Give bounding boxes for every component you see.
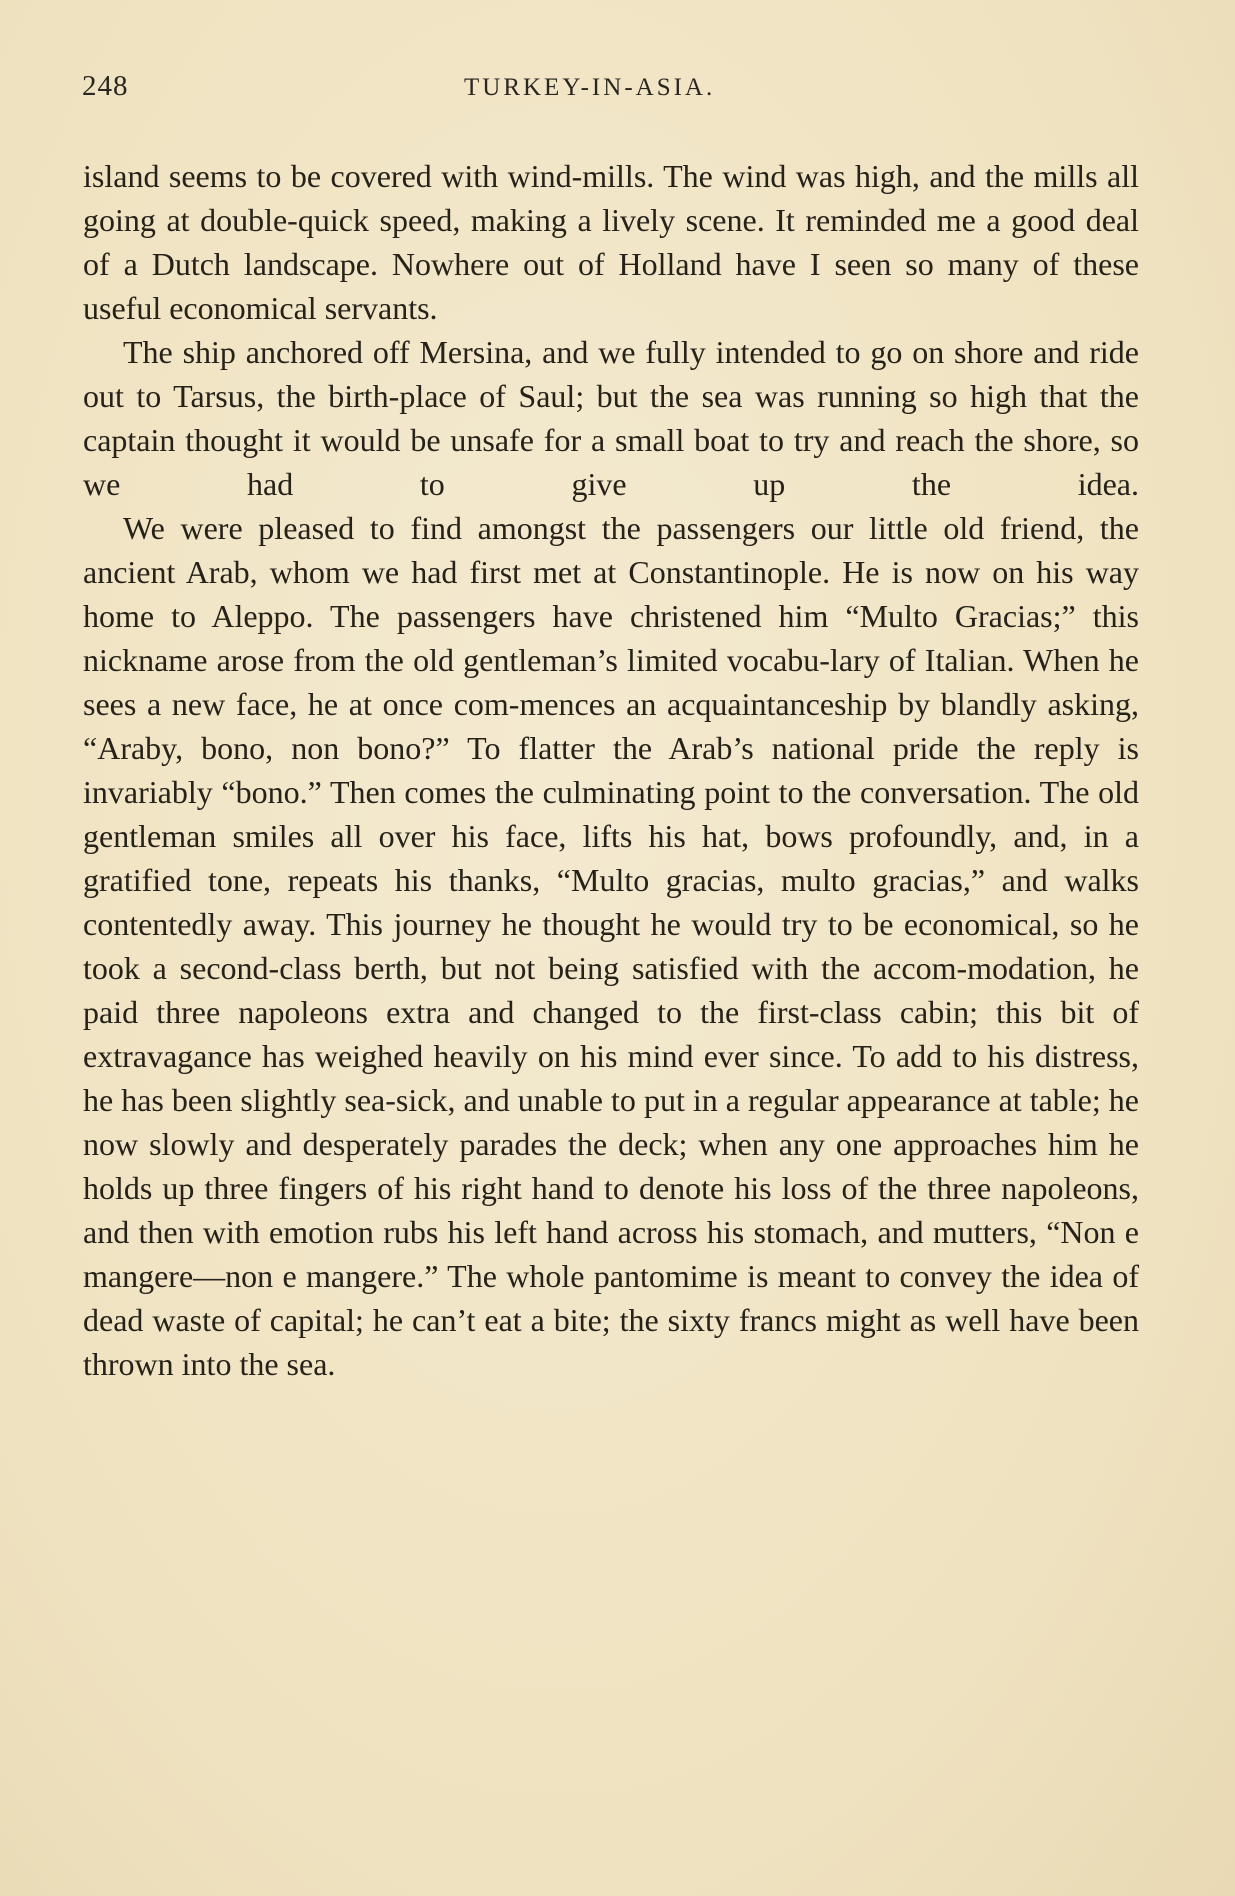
- page-header: [82, 70, 1136, 110]
- body-text: [83, 154, 1139, 1386]
- page-number: 248: [82, 70, 129, 102]
- paragraph: island seems to be covered with wind-mills. The wind was high, and the mills all going at double-quick speed, making a lively scene. It reminded me a good deal of a Dutch landscape. Nowhere out of Holland have I seen so many of these useful economical servants.: [83, 158, 1139, 326]
- paragraph: The ship anchored off Mersina, and we fully intended to go on shore and ride out to Tarsus, the birth-place of Saul; but the sea was running so high that the captain thought it would be unsafe for a small boat to try and reach the shore, so we had to give up the idea.: [83, 334, 1139, 502]
- running-head: TURKEY-IN-ASIA.: [464, 74, 716, 101]
- paragraph: We were pleased to find amongst the passengers our little old friend, the ancient Arab, whom we had first met at Constantinople. He is now on his way home to Aleppo. The passengers have christened him “Multo Gracias;” this nickname arose from the old gentleman’s limited vocabu-lary of Italian. When he sees a new face, he at once com-mences an acquaintanceship by blandly asking, “Araby, bono, non bono?” To flatter the Arab’s national pride the reply is invariably “bono.” Then comes the culminating point to the conversation. The old gentleman smiles all over his face, lifts his hat, bows profoundly, and, in a gratified tone, repeats his thanks, “Multo gracias, multo gracias,” and walks contentedly away. This journey he thought he would try to be economical, so he took a second-class berth, but not being satisfied with the accom-modation, he paid three napoleons extra and changed to the first-class cabin; this bit of extravagance has weighed heavily on his mind ever since. To add to his distress, he has been slightly sea-sick, and unable to put in a regular appearance at table; he now slowly and desperately parades the deck; when any one approaches him he holds up three fingers of his right hand to denote his loss of the three napoleons, and then with emotion rubs his left hand across his stomach, and mutters, “Non e mangere—non e mangere.” The whole pantomime is meant to convey the idea of dead waste of capital; he can’t eat a bite; the sixty francs might as well have been thrown into the sea.: [83, 510, 1139, 1382]
